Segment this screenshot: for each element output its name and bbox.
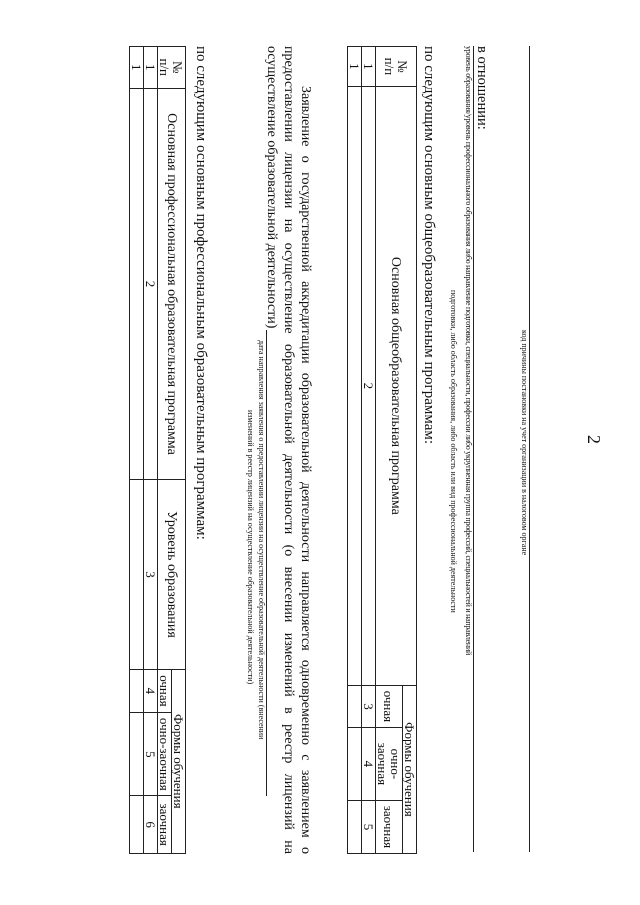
t2-h-full: очная [158,669,172,713]
professional-programs-heading: по следующим основным профессиональным образовательным программам: [193,46,209,540]
t2-h-num: № п/п [158,47,186,89]
level-line [473,46,474,852]
table-row: 1 [348,47,362,854]
t1-h-program: Основная общеобразовательная программа [376,86,417,685]
t1-h-extra: заочная [376,800,403,853]
general-programs-table [347,46,417,854]
rotated-document [40,40,604,860]
in-relation-label: в отношении: [474,46,490,130]
t1-h-full: очная [376,685,403,727]
t1-h-mixed: очно-заочная [376,727,403,800]
date-line[interactable] [266,330,267,796]
table-row: 1 [130,47,144,854]
t1-h-forms: Формы обучения [403,685,417,853]
professional-programs-table [129,46,186,854]
kpp-caption: код причины постановки на учет организации в налоговом органе [520,330,529,556]
page-number: 2 [584,435,604,444]
t1-index-row: 1 2 3 4 5 [362,47,376,854]
kpp-line [529,46,530,852]
t1-h-num: № п/п [376,47,417,87]
general-programs-heading: по следующим основным общеобразовательным программам: [421,46,437,445]
application-text: Заявление о государственной аккредитации образовательной деятельности направляется одновременно с заявлением о предоставлении лицензии на осуществление образовательной деятельности (о внесении изменений в реестр лицензий на осуществление образовательной деятельности) [264,46,313,854]
date-caption-2: изменений в реестр лицензий на осуществление образовательной деятельности) [246,410,255,685]
t2-h-level: Уровень образования [158,480,186,669]
level-caption-2: подготовки, либо область образования, либо область или вид профессиональной деятельности [449,290,458,613]
t2-h-program: Основная профессиональная образовательная программа [158,88,186,480]
level-caption-1: уровень образования/уровень профессионального образования либо направление подготовки, специальности, профессии либо укрупненная группа профессий, специальностей и направлений [464,46,473,656]
t2-h-forms: Формы обучения [172,669,186,853]
t2-h-mixed: очно-заочная [158,713,172,796]
date-caption-1: дата направления заявления о предоставлении лицензии на осуществление образовательной деятельности (внесении [257,340,266,740]
t2-h-extra: заочная [158,796,172,854]
t2-index-row: 1 2 3 4 5 6 [144,47,158,854]
